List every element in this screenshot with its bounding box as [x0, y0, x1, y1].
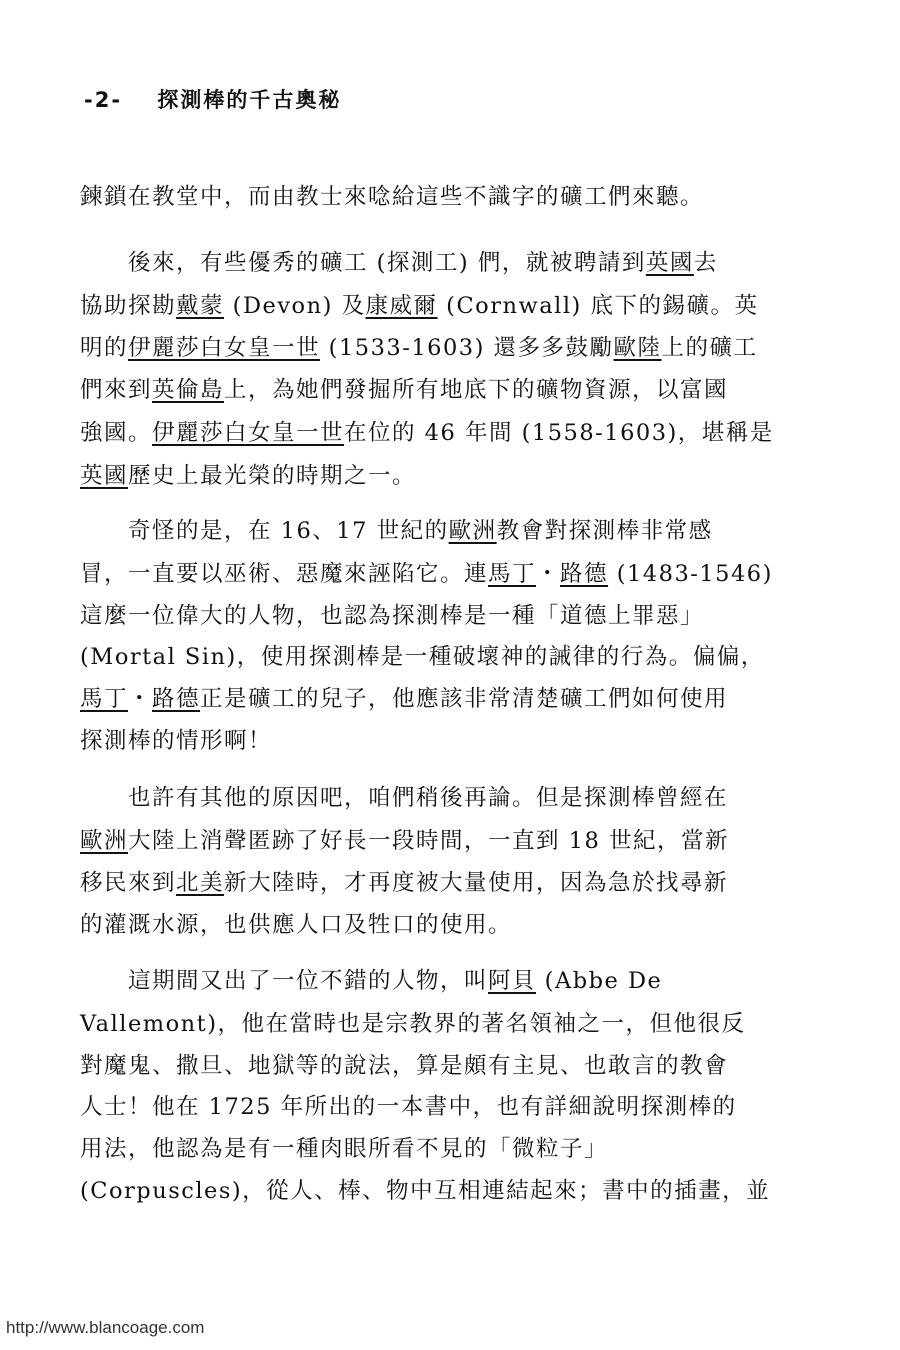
- watermark-url: http://www.blancoage.com: [6, 1318, 205, 1337]
- underlined-proper-noun: 歐洲: [80, 828, 129, 854]
- text-line: [80, 601, 704, 631]
- underlined-proper-noun: 路德: [560, 561, 609, 587]
- text-line: [80, 333, 758, 363]
- text-line: [80, 642, 765, 672]
- text-run: (Devon) 及: [224, 293, 366, 319]
- text-line: [80, 1092, 737, 1122]
- text-run: 大陸上消聲匿跡了好長一段時間，一直到 18 世紀，當新: [128, 828, 729, 854]
- text-run: (Cornwall) 底下的錫礦。英: [437, 293, 759, 319]
- text-line: [80, 1009, 746, 1039]
- text-line: [80, 248, 718, 278]
- text-run: ・: [128, 686, 153, 712]
- underlined-proper-noun: 馬丁: [488, 561, 537, 587]
- text-line: [80, 182, 704, 212]
- text-line: [80, 783, 728, 813]
- text-run: (Abbe De: [536, 968, 663, 994]
- text-run: 正是礦工的兒子，他應該非常清楚礦工們如何使用: [200, 686, 729, 712]
- text-run: 明的: [80, 335, 129, 361]
- underlined-proper-noun: 戴蒙: [176, 293, 225, 319]
- text-run: 移民來到: [80, 870, 177, 896]
- underlined-proper-noun: 伊麗莎白女皇一世: [152, 420, 345, 446]
- text-line: [80, 375, 728, 405]
- text-run: 用法，他認為是有一種肉眼所看不見的「微粒子」: [80, 1136, 609, 1162]
- text-line: [80, 418, 774, 448]
- text-line: [80, 684, 728, 714]
- text-run: 這期間又出了一位不錯的人物，叫: [80, 968, 489, 994]
- text-run: 們來到: [80, 377, 153, 403]
- text-run: Vallemont)，他在當時也是宗教界的著名領袖之一，但他很反: [80, 1011, 746, 1037]
- text-line: [80, 1176, 770, 1206]
- text-line: [80, 1134, 608, 1164]
- underlined-proper-noun: 歐陸: [613, 335, 662, 361]
- underlined-proper-noun: 伊麗莎白女皇一世: [128, 335, 321, 361]
- text-run: 探測棒的情形啊！: [80, 728, 273, 754]
- underlined-proper-noun: 歐洲: [448, 518, 497, 544]
- underlined-proper-noun: 英國: [645, 250, 694, 276]
- text-line: [80, 726, 272, 756]
- text-line: [80, 516, 713, 546]
- text-run: 這麼一位偉大的人物，也認為探測棒是一種「道德上罪惡」: [80, 603, 705, 629]
- text-run: (Corpuscles)，從人、棒、物中互相連結起來；書中的插畫，並: [80, 1178, 771, 1204]
- underlined-proper-noun: 康威爾: [365, 293, 438, 319]
- text-run: 在位的 46 年間 (1558-1603)，堪稱是: [344, 420, 774, 446]
- page-number: -2-: [84, 88, 123, 112]
- book-title: 探測棒的千古奧秘: [157, 87, 342, 112]
- text-line: [80, 868, 728, 898]
- text-line: [80, 559, 773, 589]
- text-line: [80, 461, 416, 491]
- text-run: 鍊鎖在教堂中，而由教士來唸給這些不識字的礦工們來聽。: [80, 184, 705, 210]
- underlined-proper-noun: 北美: [176, 870, 225, 896]
- page-header: [84, 84, 341, 114]
- text-run: 強國。: [80, 420, 153, 446]
- text-run: 去: [693, 250, 718, 276]
- text-run: 冒，一直要以巫術、惡魔來誣陷它。連: [80, 561, 489, 587]
- underlined-proper-noun: 阿貝: [488, 968, 537, 994]
- underlined-proper-noun: 路德: [152, 686, 201, 712]
- text-run: 後來，有些優秀的礦工 (探測工) 們，就被聘請到: [80, 250, 646, 276]
- text-run: 奇怪的是，在 16、17 世紀的: [80, 518, 449, 544]
- underlined-proper-noun: 英國: [80, 463, 129, 489]
- text-run: (1483-1546): [608, 561, 773, 587]
- text-run: 的灌溉水源，也供應人口及牲口的使用。: [80, 912, 513, 938]
- underlined-proper-noun: 英倫島: [152, 377, 225, 403]
- text-run: (1533-1603) 還多多鼓勵: [320, 335, 614, 361]
- text-line: [80, 966, 662, 996]
- text-run: 人士！他在 1725 年所出的一本書中，也有詳細說明探測棒的: [80, 1094, 737, 1120]
- text-line: [80, 1051, 728, 1081]
- text-run: ・: [536, 561, 561, 587]
- text-run: 教會對探測棒非常感: [496, 518, 713, 544]
- text-run: (Mortal Sin)，使用探測棒是一種破壞神的誡律的行為。偏偏，: [80, 644, 765, 670]
- text-line: [80, 826, 729, 856]
- text-run: 協助探勘: [80, 293, 177, 319]
- underlined-proper-noun: 馬丁: [80, 686, 129, 712]
- text-line: [80, 910, 512, 940]
- text-run: 歷史上最光榮的時期之一。: [128, 463, 417, 489]
- text-line: [80, 291, 758, 321]
- text-run: 對魔鬼、撒旦、地獄等的說法，算是頗有主見、也敢言的教會: [80, 1053, 729, 1079]
- text-run: 新大陸時，才再度被大量使用，因為急於找尋新: [224, 870, 729, 896]
- text-run: 也許有其他的原因吧，咱們稍後再論。但是探測棒曾經在: [80, 785, 729, 811]
- text-run: 上的礦工: [661, 335, 758, 361]
- text-run: 上，為她們發掘所有地底下的礦物資源，以富國: [224, 377, 729, 403]
